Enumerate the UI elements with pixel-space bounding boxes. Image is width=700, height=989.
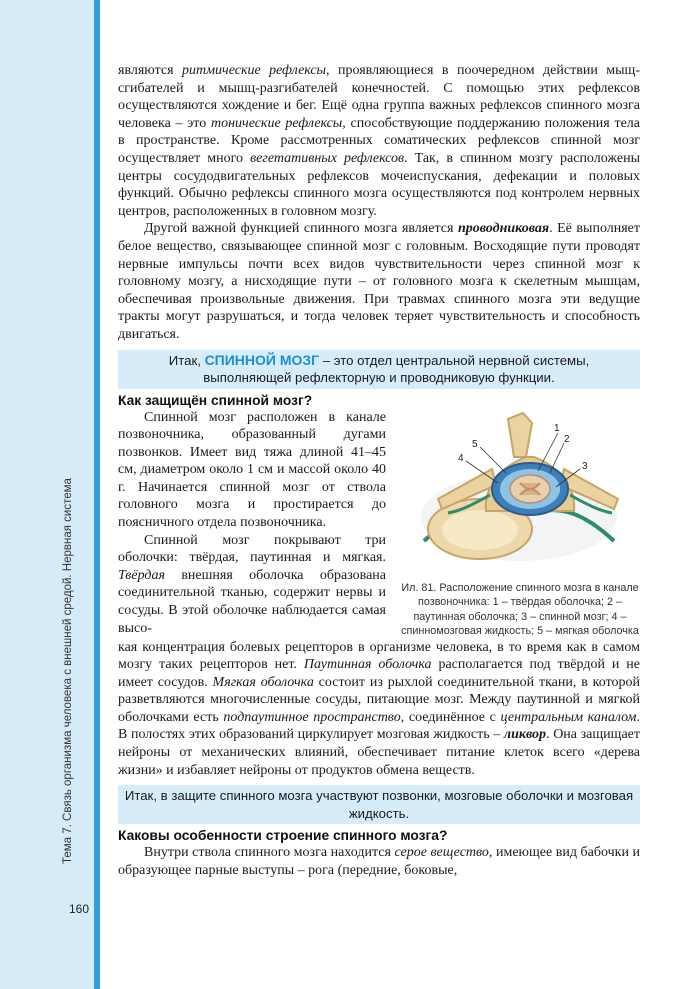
figure-caption: Ил. 81. Расположение спинного мозга в канале позвоночника: 1 – твёрдая оболочка; 2 – паутинная оболочка; 3 – спинной мозг; 4 – спинномозговая жидкость; 5 – мягкая оболочка [401, 581, 639, 637]
paragraph-reflexes: являются ритмические рефлексы, проявляющиеся в поочередном действии мыщ-сгибателей и мышц-разгибателей конечностей. С помощью этих рефлексов осуществляются хождение и бег. Ещё одна группа важных рефлексов спинного мозга человека – это тонические рефлексы, способствующие поддержанию положения тела в пространстве. Кроме рассмотренных соматических рефлексов спинной мозг осуществляет много вегетативных рефлексов. Так, в спинном мозгу расположены центры сосудодвигательных рефлексов мочеиспускания, дефекации и половых функций. Обычно рефлексы спинного мозга осуществляются под контролем нервных центров, расположенных в головном мозгу. [118, 63, 640, 219]
vertebra-illustration [408, 409, 630, 577]
figure-label-5: 5 [472, 438, 478, 450]
sidebar-stripe [94, 0, 100, 989]
paragraph-membranes-cont: кая концентрация болевых рецепторов в организме человека, в то время как в самом мозгу таких рецепторов нет. Паутинная оболочка располагается под твёрдой и не имеет сосудов. Мягкая оболочка состоит из рыхлой соединительной ткани, в которой разветвляются многочисленные сосуды, питающие мозг. Между паутинной и мягкой оболочками есть подпаутинное пространство, соединённое с центральным каналом. В полостях этих образований циркулирует мозговая жидкость – ликвор. Она защищает нейроны от механических влияний, обеспечивает питание клеток всего «дерева жизни» и избавляет нейроны от продуктов обмена веществ. [118, 639, 640, 778]
paragraph-conduction: Другой важной функцией спинного мозга является проводниковая. Её выполняет белое вещество, связывающее спинной мозг с головным. Восходящие пути проводят нервные импульсы почти всех видов чувствительности через спинной мозг к головному мозгу, а нисходящие пути – от головного мозга к скелетным мышцам, обеспечивая произвольные движения. При травмах спинного мозга эти ведущие тракты могут разрушаться, и тогда человек теряет чувствительность и способность двигаться. [118, 221, 641, 342]
text-with-figure [118, 409, 640, 639]
paragraph-gray-matter: Внутри ствола спинного мозга находится серое вещество, имеющее вид бабочки и образующее парные выступы – рога (передние, боковые, [118, 845, 640, 878]
figure-label-3: 3 [582, 460, 588, 472]
page-number: 160 [68, 902, 90, 916]
paragraph-membranes: Спинной мозг покрывают три оболочки: твёрдая, паутинная и мягкая. Твёрдая внешняя оболочка образована соединительной тканью, содержит нервы и сосуды. В этой оболочке наблюдается самая высо- [118, 532, 386, 636]
sidebar-band [0, 0, 98, 989]
callout-definition: Итак, СПИННОЙ МОЗГ – это отдел центральной нервной системы, выполняющей рефлекторную и проводниковую функции. [118, 350, 640, 389]
callout-summary: Итак, в защите спинного мозга участвуют позвонки, мозговые оболочки и мозговая жидкость. [118, 785, 640, 824]
figure-label-1: 1 [554, 422, 560, 434]
figure-81 [400, 409, 640, 639]
term-spinal-cord: СПИННОЙ МОЗГ [204, 351, 320, 368]
section-heading-protection: Как защищён спинной мозг? [118, 392, 313, 408]
paragraph-location: Спинной мозг расположен в канале позвоночника, образованный дугами позвонков. Имеет вид тяжа длиной 41–45 см, диаметром около 1 см и массой около 40 г. Начинается спинной мозг от ствола головного мозга и простирается до поясничного отдела позвоночника. [118, 409, 386, 531]
page-content [118, 62, 640, 879]
section-heading-structure: Каковы особенности строение спинного мозга? [118, 828, 448, 844]
figure-label-4: 4 [458, 452, 464, 464]
figure-label-2: 2 [564, 433, 570, 445]
chapter-title: Тема 7. Связь организма человека с внешней средой. Нервная система [62, 478, 74, 864]
